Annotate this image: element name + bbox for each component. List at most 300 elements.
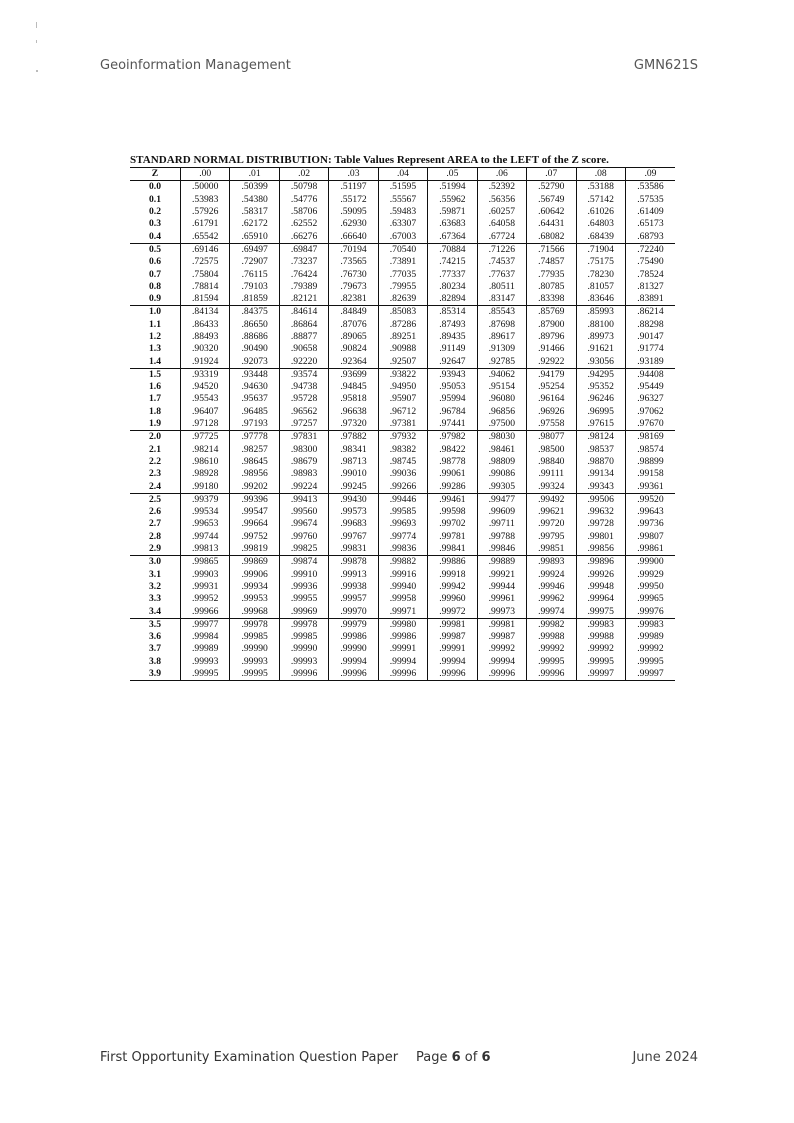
area-value-cell: .99760 (279, 531, 328, 543)
z-value-cell: 0.9 (130, 293, 181, 306)
area-value-cell: .96784 (428, 406, 477, 418)
area-value-cell: .99940 (378, 581, 427, 593)
table-row (130, 569, 675, 581)
z-value-cell: 0.6 (130, 256, 181, 268)
area-value-cell: .99983 (576, 618, 625, 631)
area-value-cell: .97381 (378, 418, 427, 431)
page-current: 6 (451, 1050, 461, 1065)
area-value-cell: .90824 (329, 343, 378, 355)
area-value-cell: .95154 (477, 381, 526, 393)
area-value-cell: .97558 (527, 418, 576, 431)
table-row (130, 368, 675, 381)
area-value-cell: .99918 (428, 569, 477, 581)
area-value-cell: .97831 (279, 431, 328, 444)
table-row (130, 631, 675, 643)
area-value-cell: .98422 (428, 444, 477, 456)
area-value-cell: .73565 (329, 256, 378, 268)
column-header: .06 (477, 168, 526, 181)
area-value-cell: .96856 (477, 406, 526, 418)
area-value-cell: .62172 (230, 218, 279, 230)
area-value-cell: .99683 (329, 518, 378, 530)
table-row (130, 618, 675, 631)
area-value-cell: .99643 (625, 506, 675, 518)
area-value-cell: .96562 (279, 406, 328, 418)
area-value-cell: .99702 (428, 518, 477, 530)
area-value-cell: .79103 (230, 281, 279, 293)
z-value-cell: 0.3 (130, 218, 181, 230)
area-value-cell: .91149 (428, 343, 477, 355)
area-value-cell: .98870 (576, 456, 625, 468)
area-value-cell: .84134 (181, 306, 230, 319)
area-value-cell: .76424 (279, 268, 328, 280)
area-value-cell: .99994 (428, 656, 477, 668)
area-value-cell: .99996 (378, 668, 427, 681)
z-value-cell: 2.1 (130, 444, 181, 456)
area-value-cell: .98382 (378, 444, 427, 456)
area-value-cell: .94845 (329, 381, 378, 393)
page-total: 6 (481, 1050, 491, 1065)
area-value-cell: .99992 (527, 643, 576, 655)
area-value-cell: .97670 (625, 418, 675, 431)
area-value-cell: .99965 (625, 593, 675, 605)
area-value-cell: .99952 (181, 593, 230, 605)
table-row (130, 331, 675, 343)
area-value-cell: .51595 (378, 181, 427, 194)
area-value-cell: .51197 (329, 181, 378, 194)
area-value-cell: .99632 (576, 506, 625, 518)
area-value-cell: .99889 (477, 556, 526, 569)
z-value-cell: 3.2 (130, 581, 181, 593)
area-value-cell: .99477 (477, 493, 526, 506)
area-value-cell: .85083 (378, 306, 427, 319)
area-value-cell: .99975 (576, 605, 625, 618)
table-row (130, 194, 675, 206)
z-value-cell: 3.9 (130, 668, 181, 681)
area-value-cell: .88298 (625, 319, 675, 331)
area-value-cell: .99728 (576, 518, 625, 530)
area-value-cell: .99573 (329, 506, 378, 518)
area-value-cell: .99985 (230, 631, 279, 643)
area-value-cell: .97500 (477, 418, 526, 431)
table-row (130, 381, 675, 393)
area-value-cell: .63307 (378, 218, 427, 230)
column-header-z: Z (130, 168, 181, 181)
z-value-cell: 0.5 (130, 243, 181, 256)
area-value-cell: .99202 (230, 480, 279, 493)
area-value-cell: .97441 (428, 418, 477, 431)
area-value-cell: .65910 (230, 230, 279, 243)
area-value-cell: .99946 (527, 581, 576, 593)
area-value-cell: .99788 (477, 531, 526, 543)
area-value-cell: .85314 (428, 306, 477, 319)
table-body (130, 181, 675, 681)
area-value-cell: .99774 (378, 531, 427, 543)
area-value-cell: .99720 (527, 518, 576, 530)
area-value-cell: .84375 (230, 306, 279, 319)
column-header: .03 (329, 168, 378, 181)
area-value-cell: .91466 (527, 343, 576, 355)
table-row (130, 355, 675, 368)
area-value-cell: .99978 (230, 618, 279, 631)
z-value-cell: 3.1 (130, 569, 181, 581)
column-header: .02 (279, 168, 328, 181)
area-value-cell: .59871 (428, 206, 477, 218)
area-value-cell: .99856 (576, 543, 625, 556)
area-value-cell: .95637 (230, 393, 279, 405)
area-value-cell: .99801 (576, 531, 625, 543)
z-value-cell: 2.3 (130, 468, 181, 480)
area-value-cell: .94408 (625, 368, 675, 381)
area-value-cell: .74215 (428, 256, 477, 268)
area-value-cell: .99968 (230, 605, 279, 618)
area-value-cell: .77935 (527, 268, 576, 280)
area-value-cell: .71226 (477, 243, 526, 256)
z-value-cell: 1.2 (130, 331, 181, 343)
area-value-cell: .99506 (576, 493, 625, 506)
area-value-cell: .94630 (230, 381, 279, 393)
area-value-cell: .95053 (428, 381, 477, 393)
area-value-cell: .64431 (527, 218, 576, 230)
area-value-cell: .99934 (230, 581, 279, 593)
area-value-cell: .99492 (527, 493, 576, 506)
z-value-cell: 1.3 (130, 343, 181, 355)
area-value-cell: .99995 (576, 656, 625, 668)
area-value-cell: .99653 (181, 518, 230, 530)
area-value-cell: .66640 (329, 230, 378, 243)
area-value-cell: .72240 (625, 243, 675, 256)
area-value-cell: .99991 (378, 643, 427, 655)
area-value-cell: .95818 (329, 393, 378, 405)
area-value-cell: .97193 (230, 418, 279, 431)
area-value-cell: .99994 (477, 656, 526, 668)
area-value-cell: .98169 (625, 431, 675, 444)
table-row (130, 230, 675, 243)
area-value-cell: .98257 (230, 444, 279, 456)
table-row (130, 593, 675, 605)
area-value-cell: .91309 (477, 343, 526, 355)
area-value-cell: .87286 (378, 319, 427, 331)
area-value-cell: .92785 (477, 355, 526, 368)
area-value-cell: .99955 (279, 593, 328, 605)
area-value-cell: .76730 (329, 268, 378, 280)
area-value-cell: .95449 (625, 381, 675, 393)
area-value-cell: .96485 (230, 406, 279, 418)
area-value-cell: .94950 (378, 381, 427, 393)
area-value-cell: .83891 (625, 293, 675, 306)
z-value-cell: 1.4 (130, 355, 181, 368)
area-value-cell: .81859 (230, 293, 279, 306)
area-value-cell: .66276 (279, 230, 328, 243)
area-value-cell: .94295 (576, 368, 625, 381)
area-value-cell: .99461 (428, 493, 477, 506)
area-value-cell: .99861 (625, 543, 675, 556)
area-value-cell: .99958 (378, 593, 427, 605)
z-value-cell: 3.4 (130, 605, 181, 618)
area-value-cell: .99921 (477, 569, 526, 581)
area-value-cell: .99980 (378, 618, 427, 631)
area-value-cell: .89973 (576, 331, 625, 343)
area-value-cell: .73237 (279, 256, 328, 268)
table-row (130, 506, 675, 518)
area-value-cell: .99995 (527, 656, 576, 668)
area-value-cell: .99996 (428, 668, 477, 681)
area-value-cell: .99931 (181, 581, 230, 593)
z-value-cell: 3.8 (130, 656, 181, 668)
column-header: .08 (576, 168, 625, 181)
area-value-cell: .75175 (576, 256, 625, 268)
z-value-cell: 3.3 (130, 593, 181, 605)
area-value-cell: .99361 (625, 480, 675, 493)
area-value-cell: .65542 (181, 230, 230, 243)
area-value-cell: .99819 (230, 543, 279, 556)
area-value-cell: .99924 (527, 569, 576, 581)
scan-mark (36, 70, 38, 72)
table-row (130, 431, 675, 444)
area-value-cell: .51994 (428, 181, 477, 194)
area-value-cell: .79389 (279, 281, 328, 293)
area-value-cell: .99992 (576, 643, 625, 655)
table-row (130, 206, 675, 218)
area-value-cell: .88100 (576, 319, 625, 331)
z-value-cell: 2.8 (130, 531, 181, 543)
area-value-cell: .99180 (181, 480, 230, 493)
area-value-cell: .98500 (527, 444, 576, 456)
area-value-cell: .99846 (477, 543, 526, 556)
area-value-cell: .93319 (181, 368, 230, 381)
area-value-cell: .92073 (230, 355, 279, 368)
area-value-cell: .99938 (329, 581, 378, 593)
area-value-cell: .99324 (527, 480, 576, 493)
column-header: .00 (181, 168, 230, 181)
area-value-cell: .99893 (527, 556, 576, 569)
area-value-cell: .99982 (527, 618, 576, 631)
area-value-cell: .52790 (527, 181, 576, 194)
area-value-cell: .80511 (477, 281, 526, 293)
area-value-cell: .96080 (477, 393, 526, 405)
area-value-cell: .99882 (378, 556, 427, 569)
area-value-cell: .96246 (576, 393, 625, 405)
area-value-cell: .91774 (625, 343, 675, 355)
area-value-cell: .82894 (428, 293, 477, 306)
table-row (130, 268, 675, 280)
area-value-cell: .87493 (428, 319, 477, 331)
area-value-cell: .98610 (181, 456, 230, 468)
area-value-cell: .84849 (329, 306, 378, 319)
area-value-cell: .99986 (329, 631, 378, 643)
area-value-cell: .95352 (576, 381, 625, 393)
area-value-cell: .63683 (428, 218, 477, 230)
area-value-cell: .99996 (279, 668, 328, 681)
area-value-cell: .81327 (625, 281, 675, 293)
area-value-cell: .94062 (477, 368, 526, 381)
area-value-cell: .97982 (428, 431, 477, 444)
area-value-cell: .99996 (477, 668, 526, 681)
area-value-cell: .99916 (378, 569, 427, 581)
area-value-cell: .97615 (576, 418, 625, 431)
z-value-cell: 0.7 (130, 268, 181, 280)
area-value-cell: .86650 (230, 319, 279, 331)
z-value-cell: 2.6 (130, 506, 181, 518)
area-value-cell: .97257 (279, 418, 328, 431)
area-value-cell: .87698 (477, 319, 526, 331)
area-value-cell: .96407 (181, 406, 230, 418)
area-value-cell: .99989 (625, 631, 675, 643)
area-value-cell: .93448 (230, 368, 279, 381)
area-value-cell: .99961 (477, 593, 526, 605)
area-value-cell: .69847 (279, 243, 328, 256)
area-value-cell: .99736 (625, 518, 675, 530)
area-value-cell: .99851 (527, 543, 576, 556)
area-value-cell: .56356 (477, 194, 526, 206)
area-value-cell: .99948 (576, 581, 625, 593)
area-value-cell: .69146 (181, 243, 230, 256)
area-value-cell: .97932 (378, 431, 427, 444)
area-value-cell: .99825 (279, 543, 328, 556)
table-row (130, 480, 675, 493)
z-value-cell: 0.4 (130, 230, 181, 243)
area-value-cell: .99990 (230, 643, 279, 655)
area-value-cell: .89065 (329, 331, 378, 343)
area-value-cell: .58706 (279, 206, 328, 218)
area-value-cell: .98300 (279, 444, 328, 456)
area-value-cell: .57926 (181, 206, 230, 218)
table-row (130, 444, 675, 456)
area-value-cell: .71566 (527, 243, 576, 256)
column-header: .04 (378, 168, 427, 181)
area-value-cell: .86864 (279, 319, 328, 331)
area-value-cell: .79673 (329, 281, 378, 293)
table-row (130, 456, 675, 468)
page-label: Page (416, 1050, 452, 1065)
z-value-cell: 1.9 (130, 418, 181, 431)
z-value-cell: 2.0 (130, 431, 181, 444)
area-value-cell: .76115 (230, 268, 279, 280)
area-value-cell: .70540 (378, 243, 427, 256)
area-value-cell: .86433 (181, 319, 230, 331)
area-value-cell: .98928 (181, 468, 230, 480)
area-value-cell: .90147 (625, 331, 675, 343)
column-header: .09 (625, 168, 675, 181)
table-row (130, 293, 675, 306)
area-value-cell: .57535 (625, 194, 675, 206)
area-value-cell: .97062 (625, 406, 675, 418)
area-value-cell: .99752 (230, 531, 279, 543)
area-value-cell: .99995 (625, 656, 675, 668)
area-value-cell: .99988 (576, 631, 625, 643)
area-value-cell: .53983 (181, 194, 230, 206)
area-value-cell: .61409 (625, 206, 675, 218)
scan-mark (36, 40, 37, 43)
area-value-cell: .70194 (329, 243, 378, 256)
area-value-cell: .96995 (576, 406, 625, 418)
area-value-cell: .98983 (279, 468, 328, 480)
area-value-cell: .99598 (428, 506, 477, 518)
area-value-cell: .99971 (378, 605, 427, 618)
area-value-cell: .99993 (181, 656, 230, 668)
area-value-cell: .98537 (576, 444, 625, 456)
z-value-cell: 2.9 (130, 543, 181, 556)
area-value-cell: .65173 (625, 218, 675, 230)
area-value-cell: .58317 (230, 206, 279, 218)
area-value-cell: .99831 (329, 543, 378, 556)
area-value-cell: .72907 (230, 256, 279, 268)
area-value-cell: .50000 (181, 181, 230, 194)
column-header: .07 (527, 168, 576, 181)
table-row (130, 468, 675, 480)
area-value-cell: .55567 (378, 194, 427, 206)
area-value-cell: .78524 (625, 268, 675, 280)
area-value-cell: .98341 (329, 444, 378, 456)
area-value-cell: .72575 (181, 256, 230, 268)
area-value-cell: .99964 (576, 593, 625, 605)
scan-mark (36, 22, 37, 28)
table-row (130, 281, 675, 293)
area-value-cell: .54380 (230, 194, 279, 206)
area-value-cell: .99997 (625, 668, 675, 681)
area-value-cell: .99900 (625, 556, 675, 569)
area-value-cell: .86214 (625, 306, 675, 319)
area-value-cell: .99994 (378, 656, 427, 668)
area-value-cell: .60257 (477, 206, 526, 218)
area-value-cell: .98840 (527, 456, 576, 468)
area-value-cell: .77337 (428, 268, 477, 280)
area-value-cell: .99957 (329, 593, 378, 605)
area-value-cell: .99944 (477, 581, 526, 593)
area-value-cell: .90988 (378, 343, 427, 355)
z-value-cell: 0.2 (130, 206, 181, 218)
area-value-cell: .98030 (477, 431, 526, 444)
area-value-cell: .81057 (576, 281, 625, 293)
area-value-cell: .99086 (477, 468, 526, 480)
column-header: .01 (230, 168, 279, 181)
area-value-cell: .99585 (378, 506, 427, 518)
area-value-cell: .82121 (279, 293, 328, 306)
area-value-cell: .99869 (230, 556, 279, 569)
table-row (130, 319, 675, 331)
z-value-cell: 1.8 (130, 406, 181, 418)
table-row (130, 493, 675, 506)
area-value-cell: .99989 (181, 643, 230, 655)
area-value-cell: .99969 (279, 605, 328, 618)
area-value-cell: .96327 (625, 393, 675, 405)
area-value-cell: .99245 (329, 480, 378, 493)
area-value-cell: .99560 (279, 506, 328, 518)
z-value-cell: 1.1 (130, 319, 181, 331)
area-value-cell: .96164 (527, 393, 576, 405)
area-value-cell: .99973 (477, 605, 526, 618)
area-value-cell: .99981 (477, 618, 526, 631)
z-value-cell: 2.5 (130, 493, 181, 506)
area-value-cell: .59483 (378, 206, 427, 218)
area-value-cell: .53586 (625, 181, 675, 194)
area-value-cell: .99061 (428, 468, 477, 480)
area-value-cell: .99711 (477, 518, 526, 530)
area-value-cell: .98679 (279, 456, 328, 468)
area-value-cell: .98899 (625, 456, 675, 468)
area-value-cell: .99978 (279, 618, 328, 631)
area-value-cell: .97778 (230, 431, 279, 444)
area-value-cell: .98124 (576, 431, 625, 444)
header-course-title: Geoinformation Management (100, 58, 291, 73)
area-value-cell: .99609 (477, 506, 526, 518)
table-row (130, 306, 675, 319)
z-value-cell: 1.0 (130, 306, 181, 319)
area-value-cell: .83147 (477, 293, 526, 306)
footer-date: June 2024 (632, 1050, 698, 1065)
area-value-cell: .59095 (329, 206, 378, 218)
area-value-cell: .71904 (576, 243, 625, 256)
area-value-cell: .96926 (527, 406, 576, 418)
